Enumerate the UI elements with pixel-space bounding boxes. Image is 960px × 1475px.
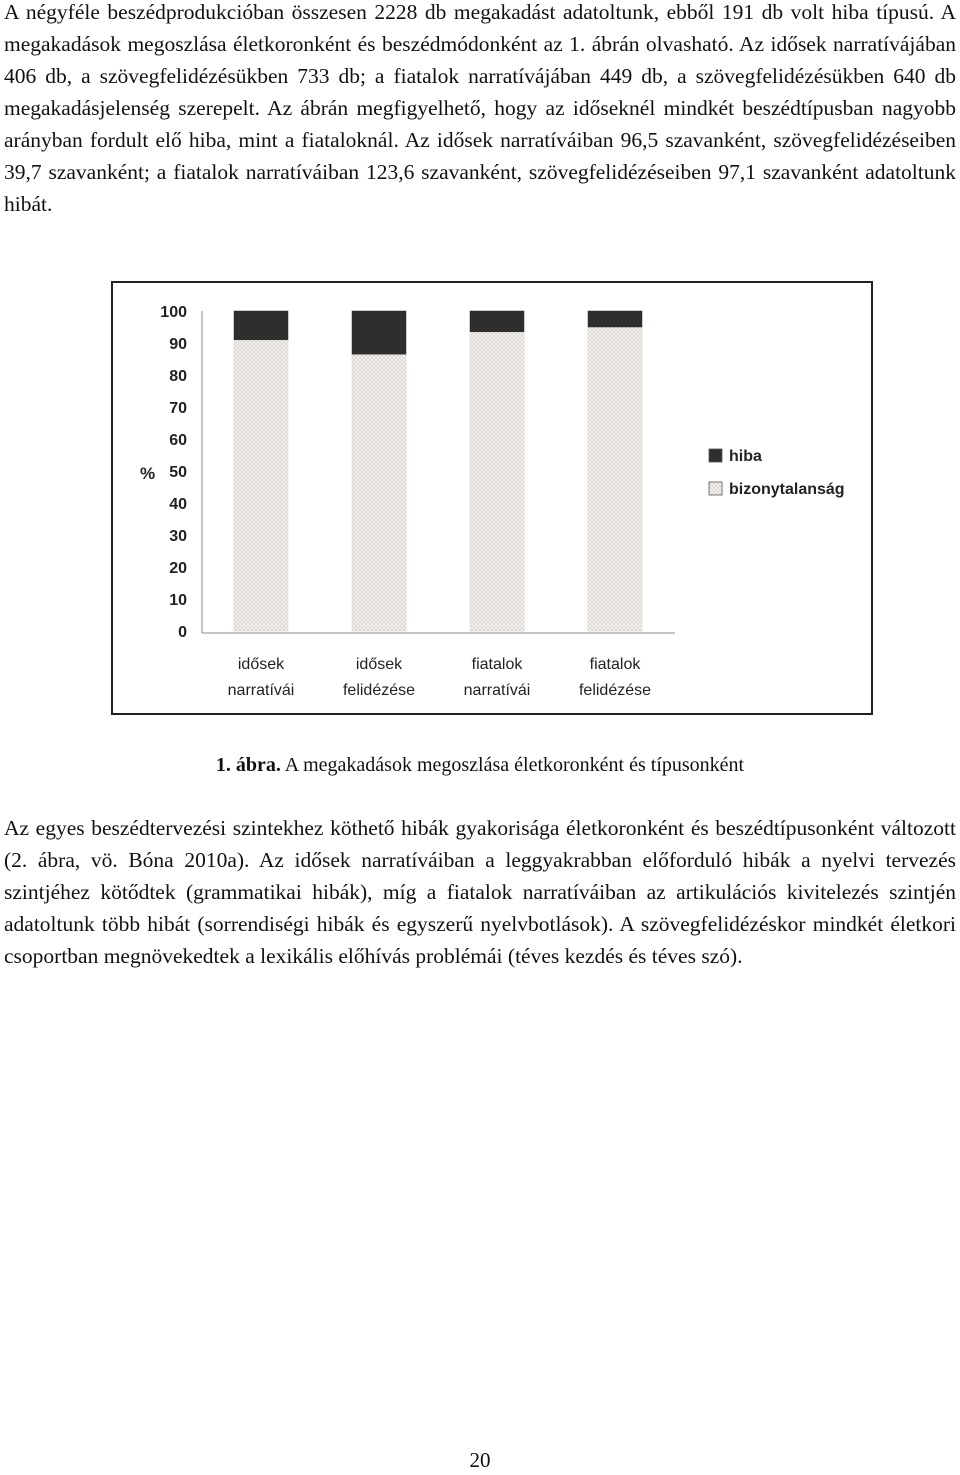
second-paragraph: Az egyes beszédtervezési szintekhez köthető hibák gyakorisága életkoronként és beszédtípusonként változott (2. ábra, vö. Bóna 2010a). Az idősek narratíváiban a leggyakrabban előforduló hibák a nyelvi tervezés szintjéhez kötődtek (grammatikai hibák), míg a fiatalok narratíváiban az artikulációs kivitelezés szintjén adatoltunk több hibát (sorrendiségi hibák és egyszerű nyelvbotlások). A szövegfelidézéskor mindkét életkori csoportban megnövekedtek a lexikális előhívás problémái (téves kezdés és téves szó).	[4, 816, 956, 968]
x-tick-label: idősek	[237, 656, 285, 673]
bar-segment-bizonytalansag	[234, 340, 288, 631]
legend-label: hiba	[729, 448, 762, 465]
figure-caption	[0, 754, 960, 777]
legend-label: bizonytalanság	[729, 481, 845, 498]
bar-segment-hiba	[352, 311, 406, 354]
x-tick-label: narratívái	[463, 682, 531, 699]
bar-segment-hiba	[470, 311, 524, 332]
y-tick-labels	[160, 304, 187, 641]
x-tick-label: fiatalok	[589, 656, 641, 673]
caption-text: A megakadások megoszlása életkoronként és típusonként	[280, 754, 745, 776]
legend	[709, 448, 845, 498]
x-tick-label: narratívái	[227, 682, 295, 699]
y-tick-label: 50	[169, 464, 187, 481]
y-tick-label: 90	[169, 336, 187, 353]
y-tick-label: 70	[169, 400, 187, 417]
y-tick-label: 10	[169, 592, 187, 609]
y-axis-label: %	[140, 464, 156, 483]
x-tick-label: felidézése	[578, 682, 652, 699]
caption-label: 1. ábra.	[215, 754, 281, 776]
y-tick-label: 20	[169, 560, 187, 577]
y-tick-label: 0	[178, 624, 187, 641]
y-tick-label: 30	[169, 528, 187, 545]
bars-group	[234, 311, 642, 631]
legend-swatch	[709, 449, 722, 462]
bar-segment-hiba	[588, 311, 642, 327]
legend-swatch	[709, 482, 722, 495]
x-tick-label: fiatalok	[471, 656, 523, 673]
bar-segment-bizonytalansag	[470, 332, 524, 631]
stacked-bar-chart	[113, 283, 871, 713]
page-number: 20	[469, 1448, 491, 1472]
y-tick-label: 100	[160, 304, 187, 321]
figure-1	[111, 281, 873, 715]
bar-segment-bizonytalansag	[588, 327, 642, 631]
bar-segment-hiba	[234, 311, 288, 340]
y-tick-label: 40	[169, 496, 187, 513]
x-tick-label: idősek	[355, 656, 403, 673]
x-tick-labels	[228, 656, 651, 699]
y-tick-label: 80	[169, 368, 187, 385]
x-tick-label: felidézése	[342, 682, 416, 699]
bar-segment-bizonytalansag	[352, 354, 406, 631]
y-tick-label: 60	[169, 432, 187, 449]
intro-paragraph: A négyféle beszédprodukcióban összesen 2228 db megakadást adatoltunk, ebből 191 db volt hiba típusú. A megakadások megoszlása életkoronként és beszédmódonként az 1. ábrán olvasható. Az idősek narratívájában 406 db, a szövegfelidézésükben 733 db; a fiatalok narratívájában 449 db, a szövegfelidézésükben 640 db megakadásjelenség szerepelt. Az ábrán megfigyelhető, hogy az időseknél mindkét beszédtípusban nagyobb arányban fordult elő hiba, mint a fiataloknál. Az idősek narratíváiban 96,5 szavanként, szövegfelidézéseiben 39,7 szavanként; a fiatalok narratíváiban 123,6 szavanként, szövegfelidézéseiben 97,1 szavanként adatoltunk hibát.	[4, 0, 956, 216]
